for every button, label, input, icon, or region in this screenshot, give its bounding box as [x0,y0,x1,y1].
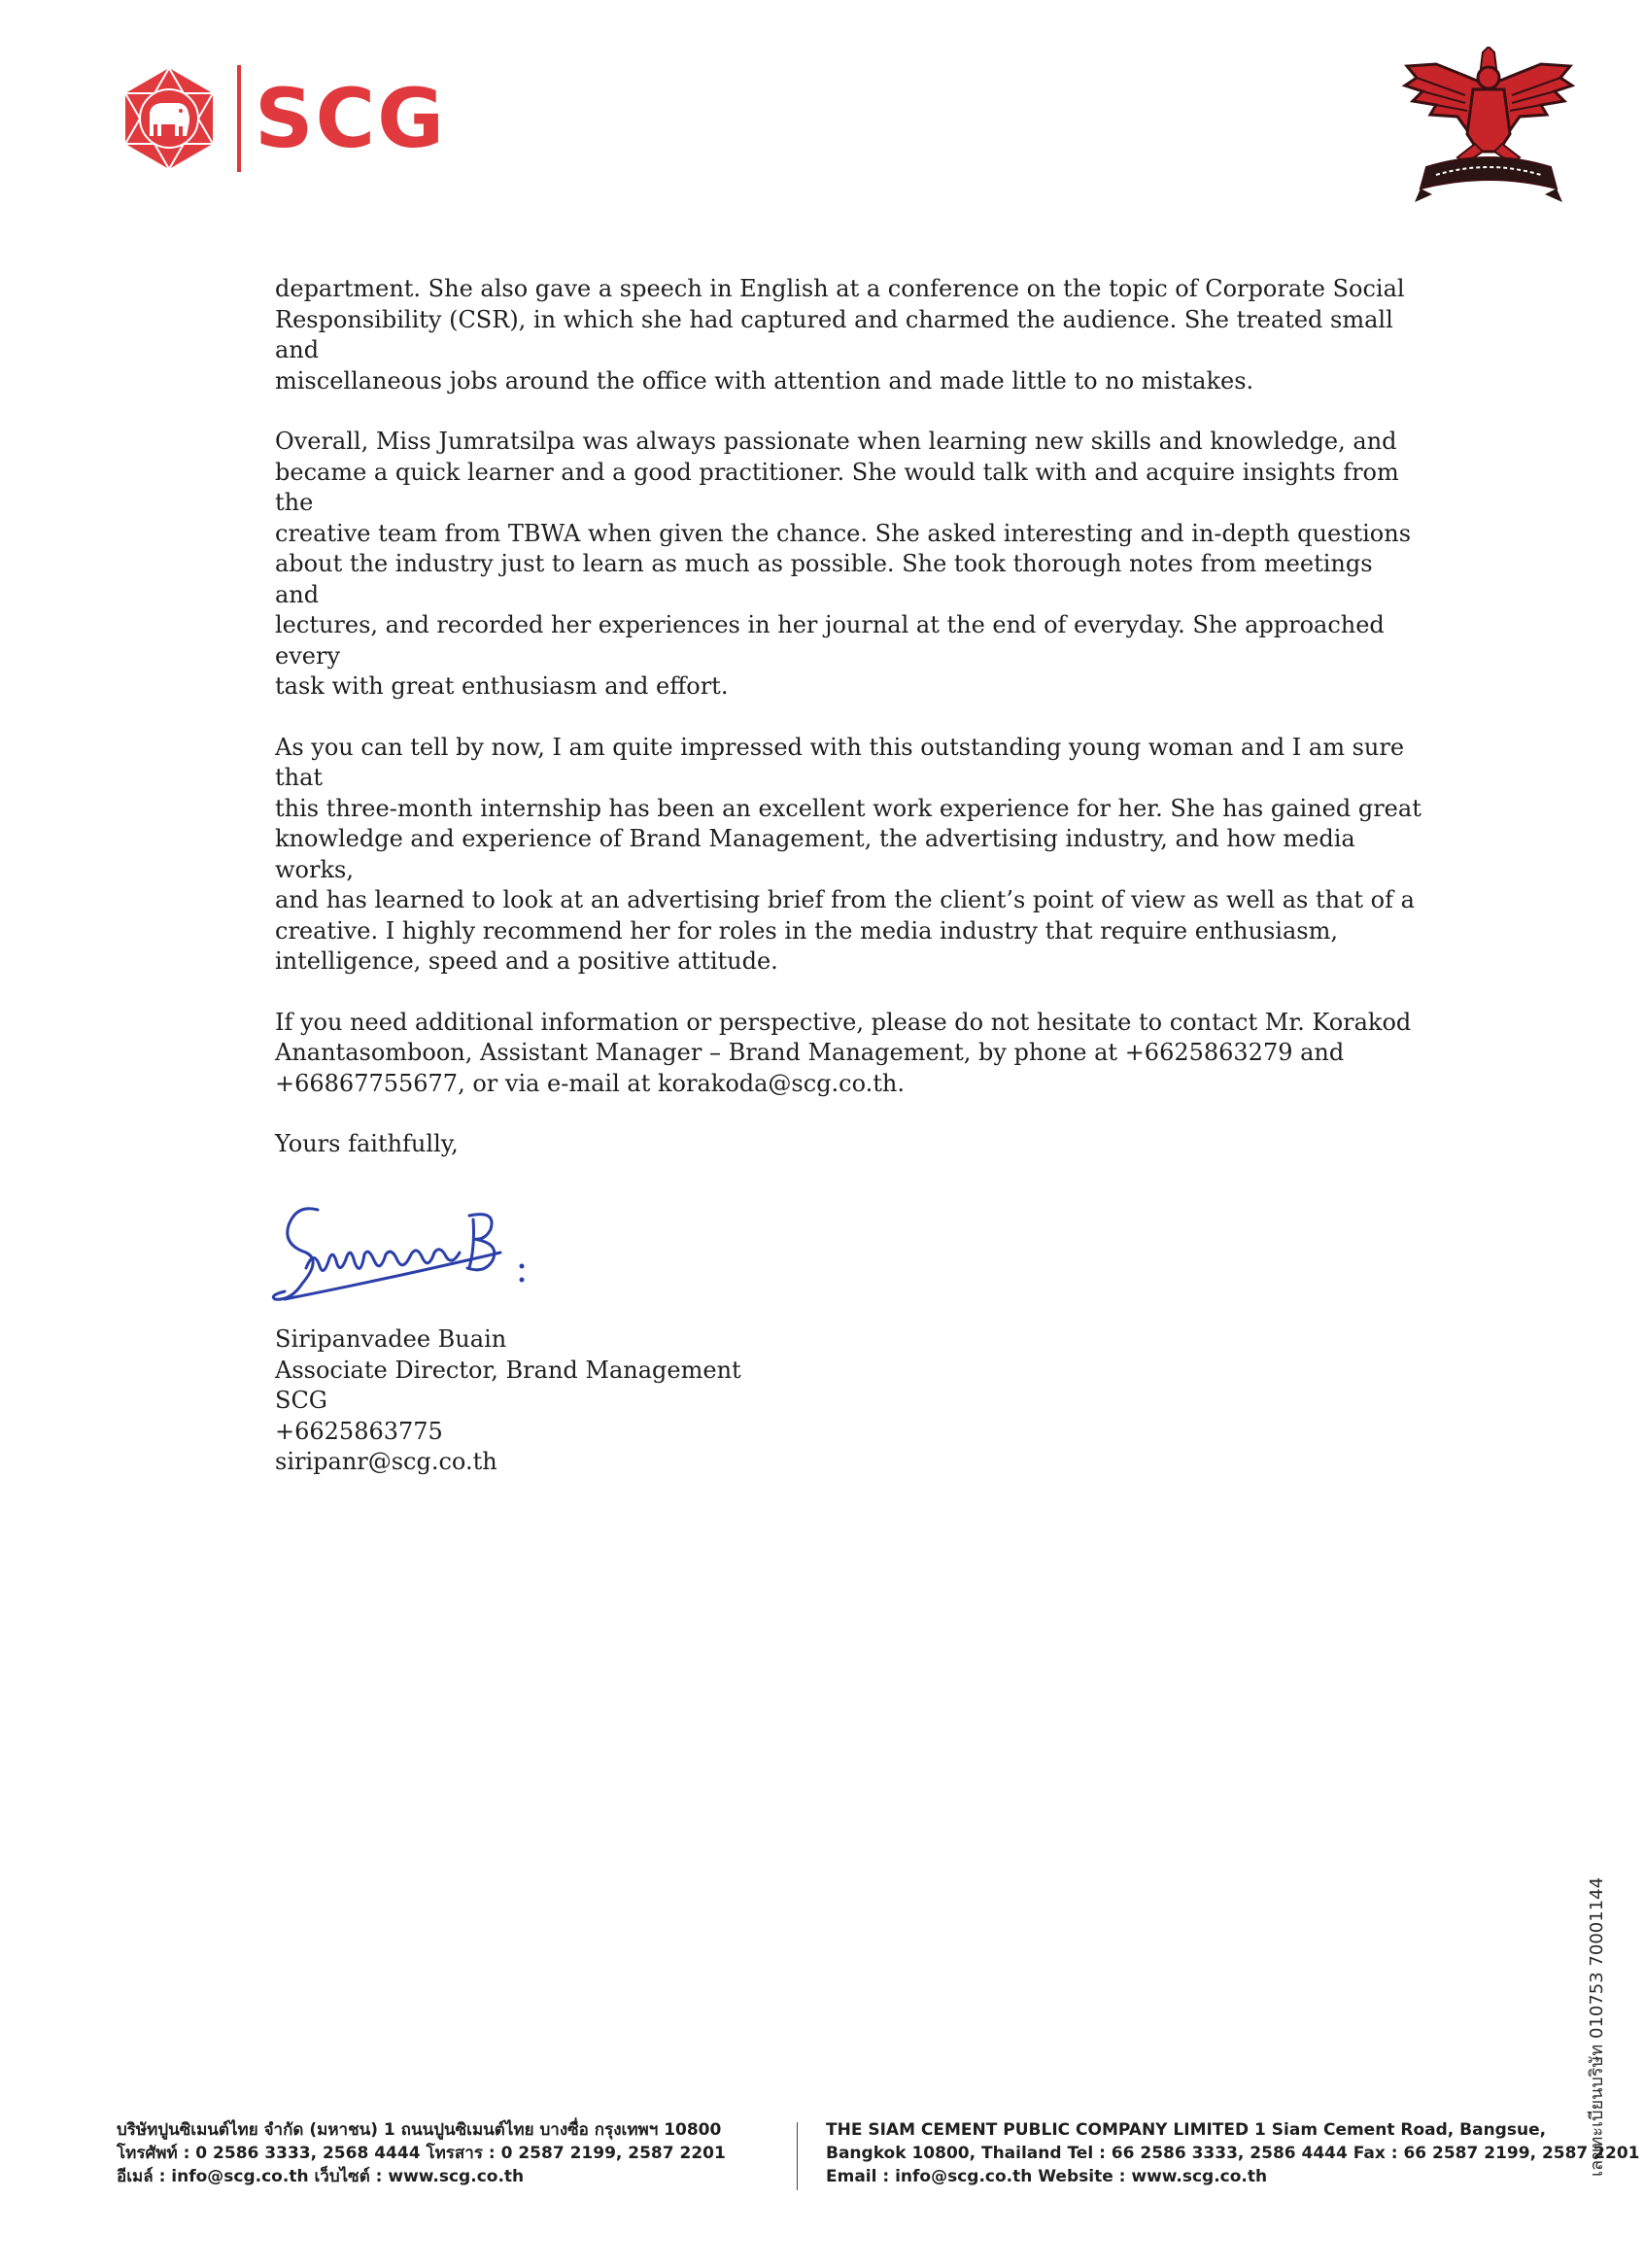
footer-english-line: Email : info@scg.co.th Website : www.scg.co.th [826,2167,1268,2186]
brand-wordmark: SCG [255,71,447,166]
registration-number-text: เลขทะเบียนบริษัท 010753 70001144 [1587,1876,1607,2177]
footer-english-address [826,2118,1640,2188]
signature-block [275,1324,1421,1478]
handwritten-signature [267,1190,559,1317]
footer-divider [797,2122,798,2190]
body-paragraph: Overall, Miss Jumratsilpa was always passionate when learning new skills and knowledge, and became a quick learner and a good practitioner. She would talk with and acquire insights from the creative team from TBWA when given the chance. She asked interesting and in-depth questions about the industry just to learn as much as possible. She took thorough notes from meetings and lectures, and recorded her experiences in her journal at the end of everyday. She approached every task with great enthusiasm and effort. [275,428,1412,700]
signer-phone: +6625863775 [275,1417,443,1445]
elephant-hexagon-icon [115,64,223,173]
letter-footer [117,2118,1640,2196]
footer-english-line: Bangkok 10800, Thailand Tel : 66 2586 3333, 2586 4444 Fax : 66 2587 2199, 2587 2201 [826,2144,1640,2163]
signer-title: Associate Director, Brand Management [275,1356,741,1384]
signer-email: siripanr@scg.co.th [275,1448,497,1475]
registration-number [1582,1876,1611,2177]
body-paragraph: department. She also gave a speech in English at a conference on the topic of Corporate Social Responsibility (CSR), in which she had captured and charmed the audience. She treated small and miscellaneous jobs around the office with attention and made little to no mistakes. [275,275,1405,395]
letter-body [275,274,1421,1478]
body-paragraph: If you need additional information or perspective, please do not hesitate to contact Mr. Korakod Anantasomboon, Assistant Manager – Brand Management, by phone at +6625863279 and +66867755677, or via e-mail at korakoda@scg.co.th. [275,1008,1412,1097]
garuda-emblem-icon [1397,47,1580,222]
signer-company: SCG [275,1387,327,1414]
body-paragraph: As you can tell by now, I am quite impressed with this outstanding young woman and I am sure that this three-month internship has been an excellent work experience for her. She has gained great knowledge and experience of Brand Management, the advertising industry, and how media works, and has learned to look at an advertising brief from the client’s point of view as well as that of a creative. I highly recommend her for roles in the media industry that require enthusiasm, intelligence, speed and a positive attitude. [275,733,1421,975]
footer-thai-line: อีเมล์ : info@scg.co.th เว็บไซต์ : www.scg.co.th [117,2167,525,2186]
signer-name: Siripanvadee Buain [275,1325,507,1353]
footer-english-line: THE SIAM CEMENT PUBLIC COMPANY LIMITED 1 Siam Cement Road, Bangsue, [826,2120,1547,2140]
footer-thai-address [117,2118,777,2188]
closing-salutation: Yours faithfully, [275,1130,459,1157]
footer-thai-line: โทรศัพท์ : 0 2586 3333, 2568 4444 โทรสาร : 0 2587 2199, 2587 2201 [117,2144,726,2163]
logo-divider [237,65,241,172]
scg-logo [115,60,446,177]
footer-thai-line: บริษัทปูนซิเมนต์ไทย จำกัด (มหาชน) 1 ถนนปูนซิเมนต์ไทย บางซื่อ กรุงเทพฯ 10800 [117,2120,722,2140]
